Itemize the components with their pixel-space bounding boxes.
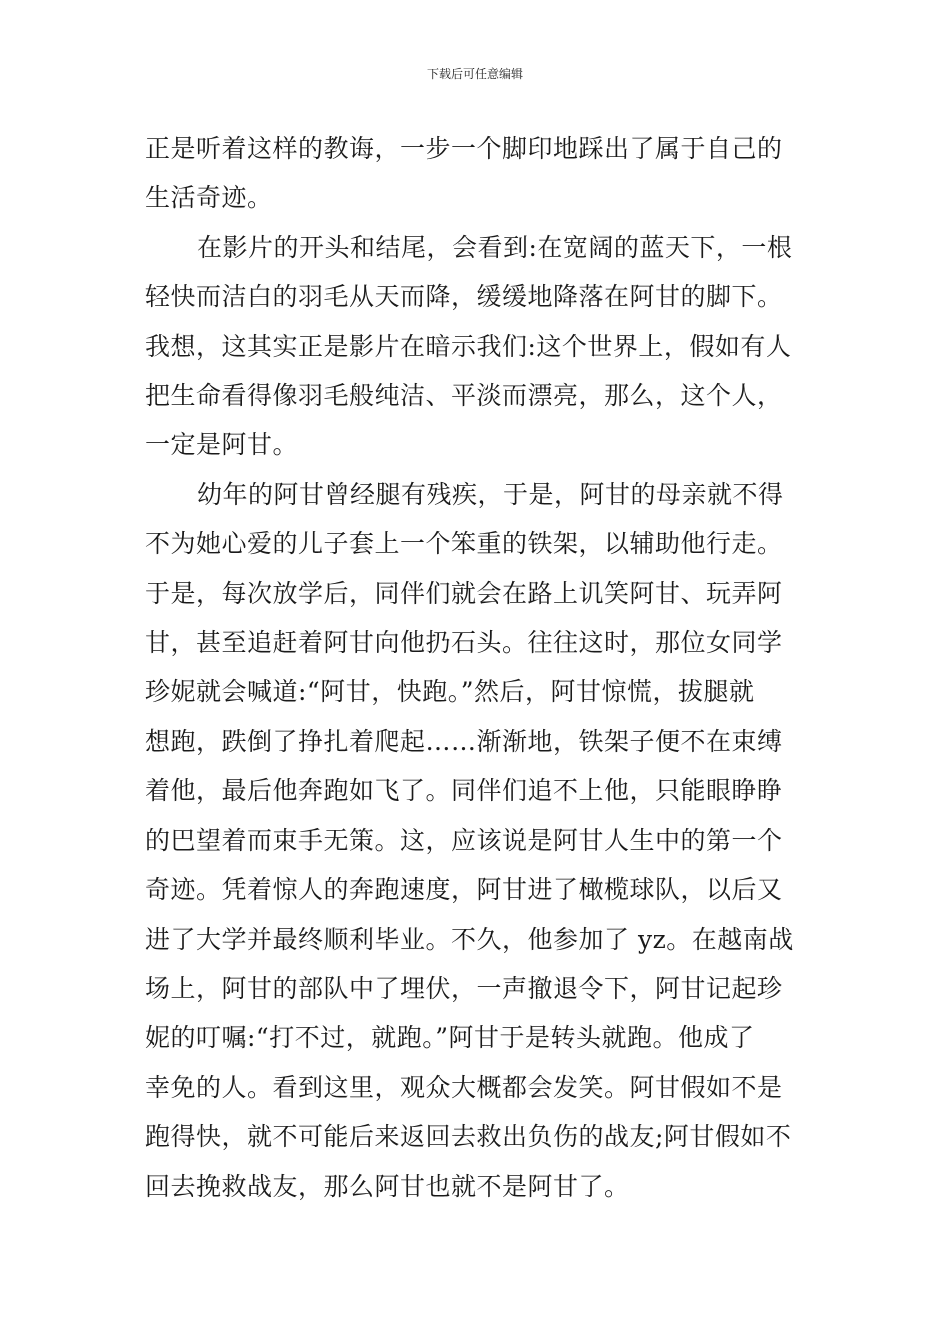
- text-line: 幼年的阿甘曾经腿有残疾，于是，阿甘的母亲就不得: [197, 479, 784, 509]
- document-body: [145, 124, 813, 1211]
- text-line: 于是，每次放学后，同伴们就会在路上讥笑阿甘、玩弄阿: [145, 578, 783, 608]
- text-line: 奇迹。凭着惊人的奔跑速度，阿甘进了橄榄球队，以后又: [145, 875, 783, 905]
- text-line: 妮的叮嘱:“打不过，就跑。”阿甘于是转头就跑。他成了: [145, 1023, 755, 1053]
- paragraph-3: [145, 470, 813, 1211]
- text-line: 场上，阿甘的部队中了埋伏，一声撤退令下，阿甘记起珍: [145, 973, 783, 1003]
- text-line: 不为她心爱的儿子套上一个笨重的铁架，以辅助他行走。: [145, 529, 783, 559]
- text-line: 回去挽救战友，那么阿甘也就不是阿甘了。: [145, 1171, 630, 1201]
- text-line: 甘，甚至追赶着阿甘向他扔石头。往往这时，那位女同学: [145, 628, 783, 658]
- paragraph-2: [145, 223, 813, 470]
- text-line: 跑得快，就不可能后来返回去救出负伤的战友;阿甘假如不: [145, 1122, 792, 1152]
- text-line: 正是听着这样的教诲，一步一个脚印地踩出了属于自己的: [145, 134, 783, 163]
- page-header: 下载后可任意编辑: [426, 67, 523, 81]
- text-line: 珍妮就会喊道:“阿甘，快跑。”然后，阿甘惊慌，拔腿就: [145, 677, 755, 707]
- text-line: 想跑，跌倒了挣扎着爬起……渐渐地，铁架子便不在束缚: [145, 726, 783, 756]
- text-line: 着他，最后他奔跑如飞了。同伴们追不上他，只能眼睁睁: [145, 776, 783, 806]
- text-line: 我想，这其实正是影片在暗示我们:这个世界上，假如有人: [145, 331, 792, 361]
- text-line: 进了大学并最终顺利毕业。不久，他参加了 yz。在越南战: [145, 924, 794, 954]
- text-line: 一定是阿甘。: [145, 430, 299, 460]
- text-line: 在影片的开头和结尾，会看到:在宽阔的蓝天下，一根: [197, 232, 793, 262]
- paragraph-1: [145, 124, 813, 223]
- text-line: 的巴望着而束手无策。这，应该说是阿甘人生中的第一个: [145, 825, 783, 855]
- text-line: 生活奇迹。: [145, 183, 273, 213]
- text-line: 轻快而洁白的羽毛从天而降，缓缓地降落在阿甘的脚下。: [145, 282, 783, 312]
- text-line: 幸免的人。看到这里，观众大概都会发笑。阿甘假如不是: [145, 1072, 783, 1102]
- text-line: 把生命看得像羽毛般纯洁、平淡而漂亮，那么，这个人，: [145, 381, 783, 411]
